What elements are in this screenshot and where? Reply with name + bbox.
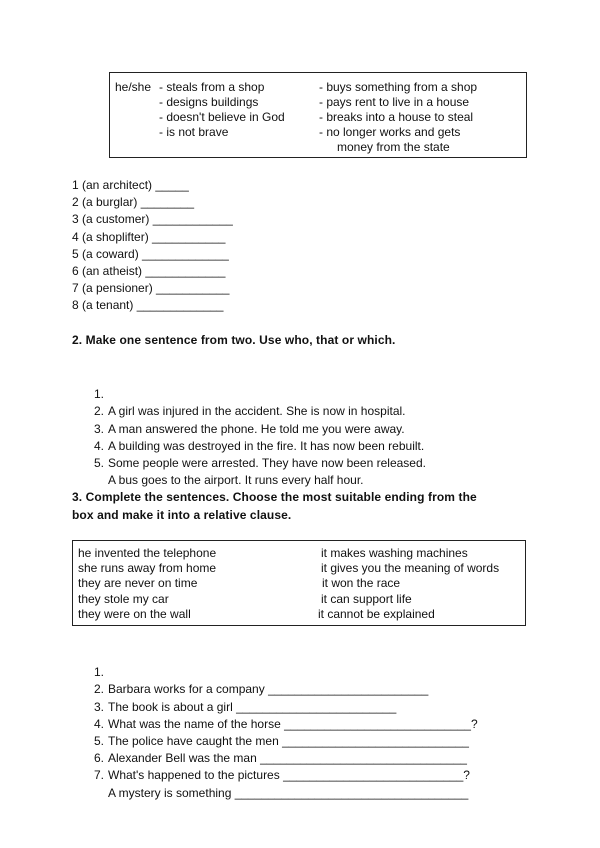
vocab-left-item: - doesn't believe in God (159, 110, 285, 124)
ending-item: they stole my car (78, 591, 169, 606)
item-number: 3. (93, 699, 104, 714)
ending-item: she runs away from home (78, 561, 217, 576)
item-number: 1. (93, 665, 104, 680)
item-number: 7. (93, 768, 104, 783)
list-item (90, 647, 429, 697)
ending-item: he invented the telephone (78, 546, 217, 560)
exercise1-item: 6 (an atheist) ____________ (72, 264, 226, 279)
exercise3-heading-line1: 3. Complete the sentences. Choose the most suitable ending from the (72, 490, 477, 504)
vocab-left-item: - designs buildings (159, 95, 259, 109)
item-text: A bus goes to the airport. It runs every half hour. (108, 473, 364, 488)
item-number: 4. (93, 438, 104, 453)
item-text: The police have caught the men ____________________________ (108, 733, 469, 748)
exercise1-list (72, 177, 233, 315)
exercise2-list (90, 369, 426, 488)
item-number: 4. (93, 716, 104, 731)
ending-item: it cannot be explained (318, 606, 435, 621)
item-text: Some people were arrested. They have now been released. (108, 455, 426, 470)
exercise2-heading: 2. Make one sentence from two. Use who, that or which. (72, 333, 396, 347)
exercise1-item: 7 (a pensioner) ___________ (72, 281, 230, 296)
item-number: 2. (93, 404, 104, 419)
vocabulary-box (109, 72, 527, 158)
ending-item: it gives you the meaning of words (321, 561, 500, 576)
exercise1-item: 5 (a coward) _____________ (72, 246, 229, 261)
exercise1-item: 3 (a customer) ____________ (72, 212, 233, 227)
endings-box (72, 540, 526, 626)
item-text: A man answered the phone. He told me you were away. (108, 421, 405, 436)
exercise1-item: 2 (a burglar) ________ (72, 195, 195, 210)
endings-left-column (78, 546, 216, 622)
exercise1-item: 8 (a tenant) _____________ (72, 298, 224, 313)
item-number: 6. (93, 751, 104, 766)
item-text: What's happened to the pictures ___________________________? (108, 768, 470, 783)
item-text: The book is about a girl ________________________ (108, 699, 397, 714)
vocab-left-item: - steals from a shop (159, 80, 265, 94)
item-text: Alexander Bell was the man _______________________________ (108, 751, 467, 766)
item-number: 3. (93, 421, 104, 436)
exercise1-item: 4 (a shoplifter) ___________ (72, 229, 226, 244)
item-number: 1. (93, 387, 104, 402)
vocab-right-item: - pays rent to live in a house (319, 95, 470, 109)
exercise1-item: 1 (an architect) _____ (72, 178, 189, 192)
ending-item: it makes washing machines (321, 546, 468, 560)
ending-item: it won the race (322, 576, 401, 591)
item-number: 5. (93, 455, 104, 470)
endings-right-column (318, 546, 500, 622)
item-text: A girl was injured in the accident. She is now in hospital. (108, 404, 406, 419)
item-text: Barbara works for a company ________________________ (108, 682, 429, 697)
vocab-left-item: - is not brave (159, 125, 229, 139)
list-item (90, 369, 406, 419)
item-number: 5. (93, 733, 104, 748)
item-text: A building was destroyed in the fire. It has now been rebuilt. (108, 438, 425, 453)
item-number: 2. (93, 682, 104, 697)
ending-item: they are never on time (78, 576, 198, 591)
exercise3-heading-line2: box and make it into a relative clause. (72, 508, 292, 522)
ending-item: they were on the wall (78, 606, 191, 621)
vocab-right-item: - breaks into a house to steal (319, 110, 474, 124)
vocab-prefix: he/she (115, 80, 152, 94)
ending-item: it can support life (321, 591, 412, 606)
vocab-right-item: - buys something from a shop (319, 80, 478, 94)
item-text: What was the name of the horse ____________________________? (108, 716, 478, 731)
exercise3-list (90, 647, 478, 800)
vocab-right-item: money from the state (337, 140, 450, 154)
item-text: A mystery is something ___________________________________ (108, 785, 469, 800)
vocab-right-item: - no longer works and gets (319, 125, 461, 139)
